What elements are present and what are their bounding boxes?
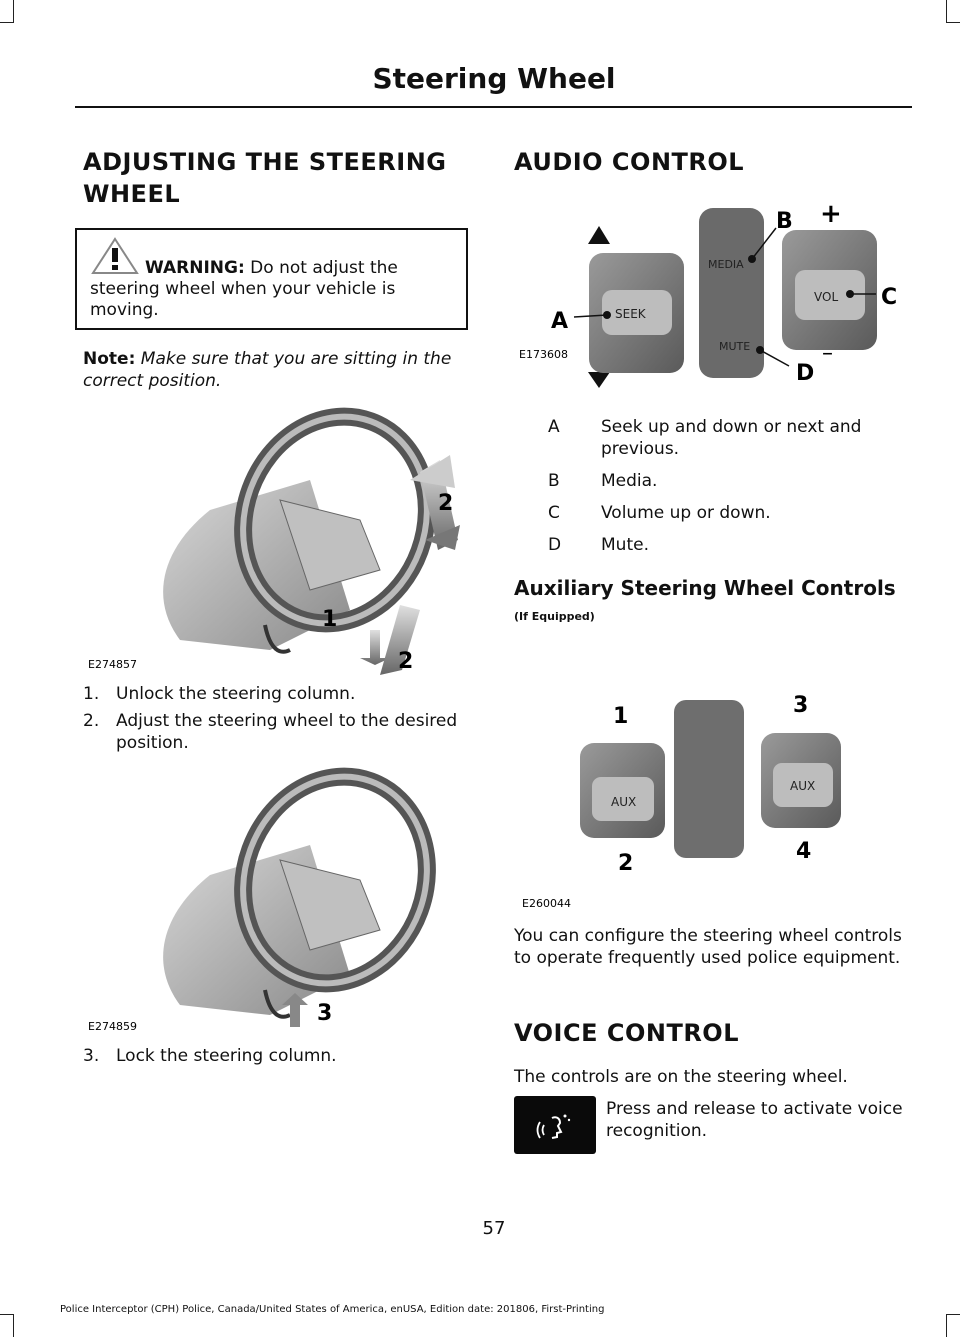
aux-subtitle: (If Equipped): [514, 610, 595, 623]
callout-2: 2: [438, 491, 454, 516]
figure-code: E260044: [522, 897, 571, 910]
caption-item: [548, 534, 898, 556]
voice-recognition-icon: [514, 1096, 596, 1154]
aux-label-right: AUX: [790, 779, 816, 793]
figure-code: E274857: [88, 658, 137, 671]
voice-paragraph: The controls are on the steering wheel.: [514, 1067, 848, 1087]
note-body: Make sure that you are sitting in the correct position.: [83, 349, 452, 391]
label-b: B: [776, 209, 793, 234]
crop-mark: [946, 22, 960, 23]
warning-label: WARNING:: [145, 258, 245, 278]
media-label: MEDIA: [708, 258, 744, 271]
aux-callout-2: 2: [618, 851, 634, 876]
warning-body: Do not adjust the steering wheel when your vehicle is moving.: [90, 258, 398, 320]
section-title-line2: WHEEL: [83, 180, 181, 208]
audio-controls-figure: [514, 198, 914, 388]
aux-callout-3: 3: [793, 693, 809, 718]
crop-mark: [13, 0, 14, 22]
aux-callout-4: 4: [796, 839, 812, 864]
step-item: [83, 710, 478, 754]
note: [83, 348, 478, 392]
voice-action-text: Press and release to activate voice recognition.: [606, 1099, 903, 1141]
caption-text: Volume up or down.: [601, 503, 771, 523]
label-d: D: [796, 361, 815, 386]
crop-mark: [946, 0, 947, 22]
step-item: [83, 1045, 478, 1067]
figure-code: E274859: [88, 1020, 137, 1033]
voice-button-icon: [514, 1096, 596, 1154]
page-title: Steering Wheel: [372, 62, 616, 95]
footer-edition: Police Interceptor (CPH) Police, Canada/United States of America, enUSA, Edition date: 201806, First-Printing: [60, 1304, 605, 1315]
caption-list: [548, 416, 898, 556]
caption-item: [548, 502, 898, 524]
aux-paragraph: You can configure the steering wheel controls to operate frequently used police equipment.: [514, 926, 902, 968]
step-text: Unlock the steering column.: [116, 684, 356, 704]
figure-code: E173608: [519, 348, 568, 361]
callout-3: 3: [317, 1001, 333, 1026]
aux-label-left: AUX: [611, 795, 637, 809]
label-a: A: [551, 309, 569, 334]
step-number: 3.: [83, 1046, 100, 1066]
steering-column-adjust-figure: [80, 400, 480, 675]
mute-label: MUTE: [719, 340, 751, 353]
plus-sign: +: [820, 199, 842, 229]
caption-item: [548, 470, 898, 492]
section-title-voice: VOICE CONTROL: [514, 1019, 739, 1047]
seek-label: SEEK: [615, 307, 646, 321]
step-list: [83, 683, 478, 754]
caption-letter: C: [548, 503, 560, 523]
page-number: 57: [482, 1218, 506, 1239]
steering-column-lock-figure: [80, 765, 480, 1035]
aux-controls-figure: [514, 685, 914, 910]
minus-sign: –: [822, 341, 833, 366]
label-c: C: [881, 285, 898, 310]
warning-text: [90, 258, 460, 321]
crop-mark: [946, 1314, 960, 1315]
vol-label: VOL: [814, 290, 839, 304]
caption-letter: A: [548, 417, 560, 437]
crop-mark: [946, 1315, 947, 1337]
crop-mark: [13, 1315, 14, 1337]
section-title-line1: ADJUSTING THE STEERING: [83, 148, 447, 176]
step-item: [83, 683, 478, 705]
crop-mark: [0, 22, 14, 23]
step-text: Adjust the steering wheel to the desired position.: [116, 711, 458, 753]
section-title-adjusting: [83, 146, 483, 210]
crop-mark: [0, 1314, 14, 1315]
callout-1: 1: [322, 607, 338, 632]
caption-item: [548, 416, 898, 460]
step-number: 2.: [83, 711, 100, 731]
header-rule: [75, 106, 912, 108]
caption-text: Mute.: [601, 535, 649, 555]
aux-title: Auxiliary Steering Wheel Controls: [514, 576, 896, 600]
caption-text: Seek up and down or next and previous.: [601, 417, 862, 459]
aux-callout-1: 1: [613, 704, 629, 729]
callout-2b: 2: [398, 649, 414, 674]
caption-text: Media.: [601, 471, 658, 491]
step-number: 1.: [83, 684, 100, 704]
note-label: Note:: [83, 349, 136, 369]
step-text: Lock the steering column.: [116, 1046, 337, 1066]
caption-letter: D: [548, 535, 562, 555]
caption-letter: B: [548, 471, 560, 491]
section-title-audio: AUDIO CONTROL: [514, 148, 745, 176]
